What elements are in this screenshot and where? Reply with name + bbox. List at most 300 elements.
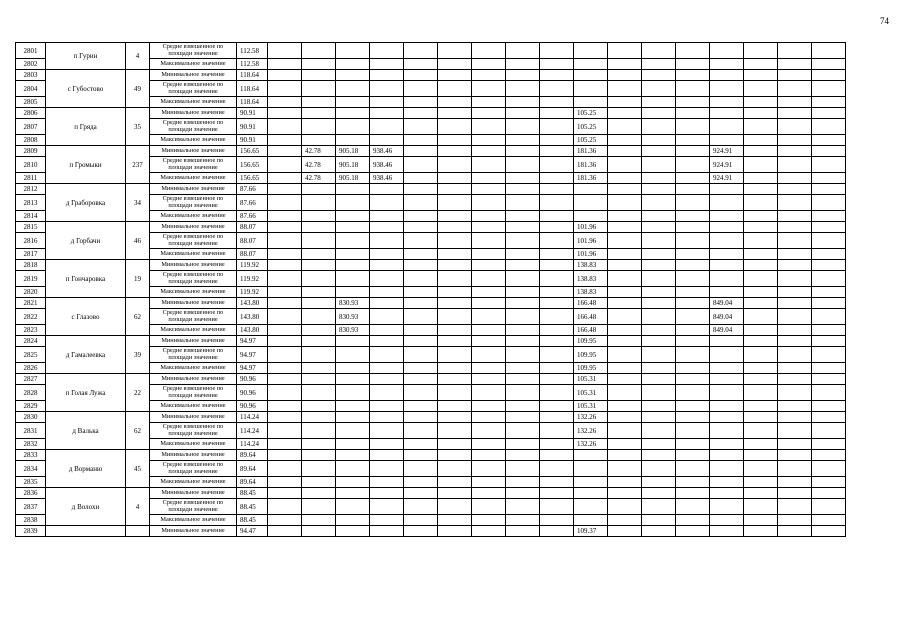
value-cell xyxy=(812,325,846,336)
value-cell xyxy=(438,385,472,401)
value-cell xyxy=(540,233,574,249)
settlement-name: д Валька xyxy=(46,412,126,450)
row-number: 2819 xyxy=(16,271,46,287)
value-cell: 143.80 xyxy=(237,298,268,309)
value-cell xyxy=(642,309,676,325)
value-cell xyxy=(744,385,778,401)
value-cell xyxy=(812,461,846,477)
value-cell: 101.96 xyxy=(574,222,608,233)
value-cell xyxy=(268,135,302,146)
value-kind: Минимальное значение xyxy=(150,374,237,385)
value-cell xyxy=(710,195,744,211)
value-cell xyxy=(710,401,744,412)
value-cell xyxy=(404,233,438,249)
value-cell xyxy=(676,108,710,119)
value-cell xyxy=(744,70,778,81)
value-cell xyxy=(676,135,710,146)
value-cell xyxy=(370,271,404,287)
value-cell xyxy=(778,477,812,488)
value-cell xyxy=(336,249,370,260)
value-cell xyxy=(472,477,506,488)
value-cell xyxy=(404,260,438,271)
value-cell xyxy=(438,195,472,211)
value-cell xyxy=(710,336,744,347)
value-cell xyxy=(710,488,744,499)
value-cell xyxy=(404,526,438,537)
value-cell xyxy=(404,146,438,157)
value-cell xyxy=(540,43,574,59)
value-cell: 105.31 xyxy=(574,385,608,401)
value-cell xyxy=(370,385,404,401)
value-cell xyxy=(336,401,370,412)
value-cell: 181.36 xyxy=(574,157,608,173)
value-cell xyxy=(608,515,642,526)
value-cell xyxy=(676,70,710,81)
value-cell xyxy=(336,423,370,439)
value-cell xyxy=(608,309,642,325)
value-cell xyxy=(268,222,302,233)
value-cell xyxy=(336,43,370,59)
value-cell: 88.45 xyxy=(237,515,268,526)
value-cell xyxy=(506,412,540,423)
value-cell xyxy=(438,374,472,385)
value-cell xyxy=(506,108,540,119)
value-cell xyxy=(608,222,642,233)
value-cell xyxy=(438,59,472,70)
value-cell xyxy=(268,211,302,222)
value-cell xyxy=(812,526,846,537)
value-cell xyxy=(302,43,336,59)
value-cell: 114.24 xyxy=(237,423,268,439)
value-cell xyxy=(540,526,574,537)
value-cell xyxy=(710,515,744,526)
value-cell xyxy=(302,363,336,374)
value-cell xyxy=(472,135,506,146)
value-cell xyxy=(778,325,812,336)
population: 45 xyxy=(126,450,150,488)
value-cell xyxy=(506,43,540,59)
value-cell xyxy=(268,271,302,287)
value-cell: 156.65 xyxy=(237,146,268,157)
population xyxy=(126,526,150,537)
row-number: 2809 xyxy=(16,146,46,157)
value-cell xyxy=(370,195,404,211)
value-cell xyxy=(268,43,302,59)
value-cell xyxy=(302,119,336,135)
value-cell xyxy=(336,222,370,233)
value-cell xyxy=(744,146,778,157)
row-number: 2829 xyxy=(16,401,46,412)
value-cell xyxy=(676,43,710,59)
value-cell xyxy=(608,119,642,135)
value-cell xyxy=(506,363,540,374)
value-cell xyxy=(506,157,540,173)
value-cell xyxy=(472,450,506,461)
row-number: 2828 xyxy=(16,385,46,401)
value-cell xyxy=(710,450,744,461)
value-cell xyxy=(642,515,676,526)
value-cell xyxy=(438,363,472,374)
population: 4 xyxy=(126,488,150,526)
value-cell xyxy=(472,336,506,347)
population: 39 xyxy=(126,336,150,374)
value-cell xyxy=(268,401,302,412)
value-cell xyxy=(574,515,608,526)
value-cell xyxy=(574,43,608,59)
value-cell: 105.31 xyxy=(574,374,608,385)
value-cell xyxy=(370,515,404,526)
value-cell xyxy=(676,439,710,450)
value-cell xyxy=(404,488,438,499)
value-cell: 94.97 xyxy=(237,363,268,374)
value-cell xyxy=(370,374,404,385)
value-cell xyxy=(506,450,540,461)
value-cell: 90.96 xyxy=(237,374,268,385)
value-cell xyxy=(676,374,710,385)
value-cell xyxy=(540,173,574,184)
value-cell xyxy=(676,173,710,184)
value-cell xyxy=(642,477,676,488)
value-cell xyxy=(268,385,302,401)
value-cell xyxy=(778,119,812,135)
value-cell xyxy=(438,347,472,363)
value-cell xyxy=(778,412,812,423)
settlement-name: п Голая Лужа xyxy=(46,374,126,412)
value-cell xyxy=(268,184,302,195)
value-kind: Минимальное значение xyxy=(150,336,237,347)
value-cell xyxy=(302,195,336,211)
value-cell xyxy=(268,249,302,260)
value-cell: 118.64 xyxy=(237,97,268,108)
data-table xyxy=(15,42,846,537)
value-cell xyxy=(438,184,472,195)
value-cell xyxy=(438,146,472,157)
value-cell xyxy=(642,499,676,515)
value-cell xyxy=(778,249,812,260)
value-cell xyxy=(404,222,438,233)
value-cell: 90.91 xyxy=(237,108,268,119)
value-cell xyxy=(744,97,778,108)
value-cell xyxy=(404,439,438,450)
value-cell xyxy=(744,298,778,309)
value-cell xyxy=(608,374,642,385)
value-kind: Средне взвешенное по площади значение xyxy=(150,461,237,477)
value-cell xyxy=(472,363,506,374)
value-cell xyxy=(472,81,506,97)
row-number: 2838 xyxy=(16,515,46,526)
value-kind: Средне взвешенное по площади значение xyxy=(150,81,237,97)
value-cell xyxy=(642,97,676,108)
table-row xyxy=(16,336,846,347)
value-cell xyxy=(438,287,472,298)
value-cell xyxy=(778,363,812,374)
value-cell xyxy=(404,271,438,287)
value-cell xyxy=(472,211,506,222)
value-cell xyxy=(676,347,710,363)
value-cell xyxy=(370,59,404,70)
value-cell xyxy=(710,81,744,97)
value-cell xyxy=(574,211,608,222)
value-cell xyxy=(778,450,812,461)
value-cell xyxy=(608,526,642,537)
value-cell xyxy=(404,401,438,412)
value-cell xyxy=(370,97,404,108)
value-cell xyxy=(812,477,846,488)
row-number: 2834 xyxy=(16,461,46,477)
table-row xyxy=(16,488,846,499)
value-cell xyxy=(268,325,302,336)
value-cell xyxy=(268,173,302,184)
value-cell xyxy=(744,173,778,184)
value-cell: 938.46 xyxy=(370,173,404,184)
value-cell xyxy=(812,43,846,59)
value-cell xyxy=(268,439,302,450)
value-cell: 94.47 xyxy=(237,526,268,537)
value-cell xyxy=(744,423,778,439)
value-cell xyxy=(506,222,540,233)
value-cell xyxy=(574,184,608,195)
value-cell: 138.83 xyxy=(574,271,608,287)
value-cell xyxy=(676,222,710,233)
value-cell xyxy=(710,271,744,287)
value-cell xyxy=(778,157,812,173)
value-kind: Средне взвешенное по площади значение xyxy=(150,385,237,401)
value-cell xyxy=(778,43,812,59)
value-cell xyxy=(642,222,676,233)
value-cell xyxy=(710,211,744,222)
value-cell xyxy=(676,298,710,309)
value-cell xyxy=(540,423,574,439)
value-kind: Минимальное значение xyxy=(150,488,237,499)
value-cell: 87.66 xyxy=(237,211,268,222)
value-cell xyxy=(336,374,370,385)
settlement-name: п Гурин xyxy=(46,43,126,70)
value-cell xyxy=(812,195,846,211)
value-cell xyxy=(438,298,472,309)
value-cell xyxy=(268,477,302,488)
row-number: 2832 xyxy=(16,439,46,450)
value-cell: 181.36 xyxy=(574,173,608,184)
value-cell xyxy=(268,423,302,439)
value-cell xyxy=(506,526,540,537)
value-cell xyxy=(608,363,642,374)
value-cell xyxy=(370,477,404,488)
value-cell: 119.92 xyxy=(237,260,268,271)
value-cell xyxy=(336,97,370,108)
value-cell: 143.80 xyxy=(237,325,268,336)
value-cell: 143.80 xyxy=(237,309,268,325)
settlement-name: д Ворманю xyxy=(46,450,126,488)
value-cell xyxy=(642,401,676,412)
value-cell xyxy=(608,287,642,298)
value-cell: 90.91 xyxy=(237,119,268,135)
value-cell xyxy=(676,309,710,325)
value-cell xyxy=(608,97,642,108)
value-cell xyxy=(608,336,642,347)
value-cell xyxy=(370,439,404,450)
value-cell xyxy=(608,135,642,146)
value-cell xyxy=(676,423,710,439)
value-kind: Средне взвешенное по площади значение xyxy=(150,233,237,249)
value-cell xyxy=(268,499,302,515)
value-cell xyxy=(302,450,336,461)
value-cell xyxy=(642,233,676,249)
value-cell xyxy=(812,439,846,450)
value-cell xyxy=(268,347,302,363)
value-kind: Средне взвешенное по площади значение xyxy=(150,195,237,211)
value-cell xyxy=(608,43,642,59)
value-cell xyxy=(404,59,438,70)
value-cell: 938.46 xyxy=(370,146,404,157)
value-cell xyxy=(540,287,574,298)
value-cell xyxy=(778,70,812,81)
value-cell xyxy=(506,260,540,271)
value-cell: 830.93 xyxy=(336,298,370,309)
value-cell: 109.95 xyxy=(574,347,608,363)
value-cell xyxy=(302,336,336,347)
value-cell xyxy=(472,461,506,477)
value-kind: Средне взвешенное по площади значение xyxy=(150,157,237,173)
value-cell xyxy=(370,309,404,325)
value-cell xyxy=(540,412,574,423)
value-cell xyxy=(302,108,336,119)
value-cell xyxy=(676,157,710,173)
value-cell xyxy=(812,450,846,461)
value-cell xyxy=(370,401,404,412)
value-cell xyxy=(336,59,370,70)
value-cell xyxy=(506,173,540,184)
value-cell xyxy=(642,59,676,70)
value-kind: Средне взвешенное по площади значение xyxy=(150,43,237,59)
value-cell xyxy=(608,347,642,363)
value-cell xyxy=(744,195,778,211)
value-cell xyxy=(336,450,370,461)
value-cell: 114.24 xyxy=(237,412,268,423)
value-cell xyxy=(710,108,744,119)
value-cell xyxy=(642,135,676,146)
value-cell xyxy=(676,363,710,374)
value-cell: 905.18 xyxy=(336,146,370,157)
value-kind: Минимальное значение xyxy=(150,222,237,233)
value-cell: 905.18 xyxy=(336,157,370,173)
value-cell xyxy=(812,488,846,499)
value-cell xyxy=(608,439,642,450)
value-kind: Максимальное значение xyxy=(150,211,237,222)
value-cell xyxy=(812,222,846,233)
value-cell xyxy=(676,119,710,135)
value-cell xyxy=(404,97,438,108)
value-cell xyxy=(710,423,744,439)
value-cell xyxy=(438,423,472,439)
value-cell xyxy=(574,477,608,488)
value-cell xyxy=(676,412,710,423)
value-cell xyxy=(506,184,540,195)
population: 62 xyxy=(126,298,150,336)
value-cell xyxy=(302,271,336,287)
value-kind: Максимальное значение xyxy=(150,249,237,260)
value-cell: 849.04 xyxy=(710,309,744,325)
population: 22 xyxy=(126,374,150,412)
value-cell xyxy=(710,70,744,81)
value-cell xyxy=(812,363,846,374)
value-cell xyxy=(336,439,370,450)
value-kind: Минимальное значение xyxy=(150,450,237,461)
value-cell xyxy=(710,43,744,59)
value-cell: 105.25 xyxy=(574,119,608,135)
value-cell xyxy=(744,439,778,450)
value-cell xyxy=(710,477,744,488)
value-cell xyxy=(540,59,574,70)
value-cell: 89.64 xyxy=(237,477,268,488)
value-cell xyxy=(268,336,302,347)
value-cell xyxy=(608,146,642,157)
value-cell xyxy=(812,146,846,157)
value-cell xyxy=(744,363,778,374)
value-cell xyxy=(676,287,710,298)
value-cell xyxy=(370,325,404,336)
value-cell xyxy=(642,325,676,336)
value-cell xyxy=(370,526,404,537)
value-cell xyxy=(778,135,812,146)
value-cell xyxy=(302,488,336,499)
value-cell xyxy=(540,374,574,385)
value-kind: Максимальное значение xyxy=(150,401,237,412)
value-cell xyxy=(336,211,370,222)
value-cell xyxy=(710,260,744,271)
value-cell xyxy=(642,450,676,461)
value-cell xyxy=(812,97,846,108)
value-cell: 87.66 xyxy=(237,195,268,211)
row-number: 2839 xyxy=(16,526,46,537)
value-cell xyxy=(472,184,506,195)
value-cell xyxy=(540,146,574,157)
value-cell xyxy=(540,260,574,271)
value-cell: 119.92 xyxy=(237,271,268,287)
value-cell xyxy=(404,173,438,184)
value-cell xyxy=(608,298,642,309)
value-cell xyxy=(574,70,608,81)
value-cell xyxy=(812,287,846,298)
value-cell: 90.91 xyxy=(237,135,268,146)
value-kind: Минимальное значение xyxy=(150,108,237,119)
row-number: 2805 xyxy=(16,97,46,108)
value-cell xyxy=(812,499,846,515)
table-row xyxy=(16,146,846,157)
value-cell xyxy=(642,336,676,347)
value-kind: Максимальное значение xyxy=(150,173,237,184)
value-cell xyxy=(608,499,642,515)
value-cell xyxy=(642,195,676,211)
value-cell xyxy=(506,97,540,108)
value-cell xyxy=(438,526,472,537)
value-cell xyxy=(506,211,540,222)
population: 62 xyxy=(126,412,150,450)
value-cell xyxy=(472,287,506,298)
value-cell xyxy=(472,325,506,336)
value-cell: 166.48 xyxy=(574,325,608,336)
value-cell xyxy=(268,195,302,211)
value-cell xyxy=(506,515,540,526)
value-cell xyxy=(812,173,846,184)
value-cell xyxy=(472,157,506,173)
value-cell xyxy=(268,81,302,97)
value-cell xyxy=(404,184,438,195)
value-cell xyxy=(438,477,472,488)
value-cell xyxy=(608,233,642,249)
value-cell xyxy=(812,260,846,271)
value-cell xyxy=(676,461,710,477)
value-cell xyxy=(744,108,778,119)
